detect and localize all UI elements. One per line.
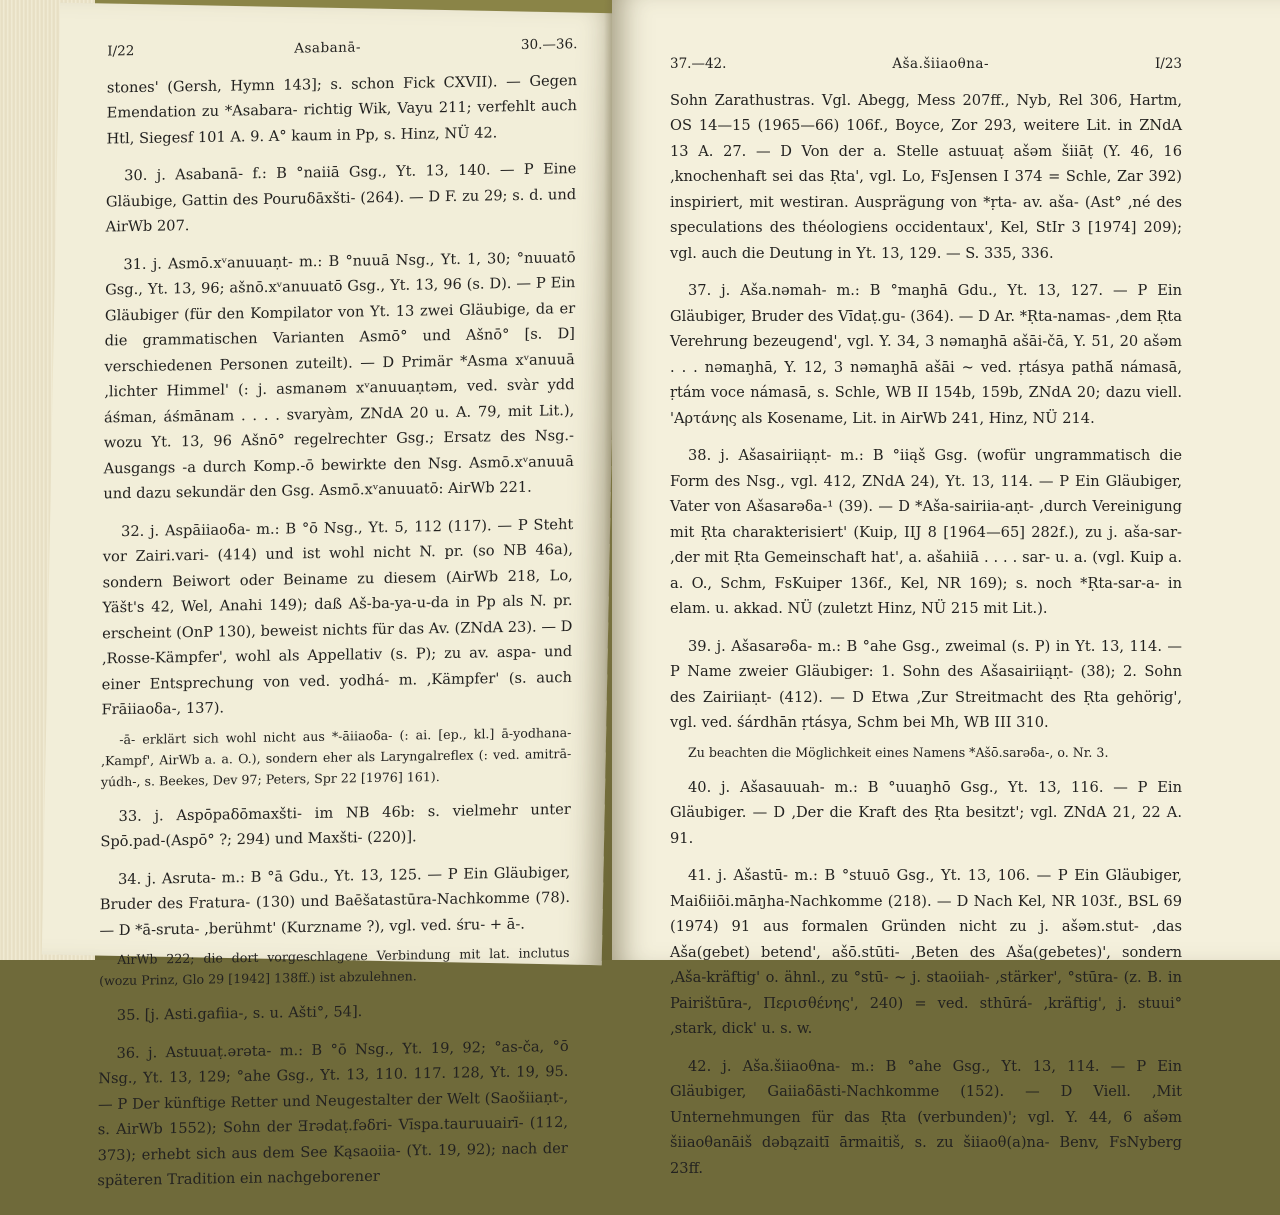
left-page-number: I/22 xyxy=(107,43,135,60)
entry-39: 39. j. Ašasarəδa- m.: B °ahe Gsg., zweimal (s. P) in Yt. 13, 114. — P Name zweier Gläubiger: 1. Sohn des Ašasairiiąṇt- (38); 2. Sohn des Zairiiaṇt- (412). — D Etwa ‚Zur Streitmacht des Ṛta gehörig', vgl. ved. śárdhān ṛtásya, Schm bei Mh, WB III 310. xyxy=(670,637,1182,731)
entry-37: 37. j. Aša.nəmah- m.: B °maŋhā Gdu., Yt. 13, 127. — P Ein Gläubiger, Bruder des Vīdaṭ.gu- (364). — D Ar. *Ṛta-namas- ‚dem Ṛta Verehrung bezeugend', vgl. Y. 34, 3 nəmaŋhā ašāi-čā, Y. 51, 20 ašəm . . . nəmaŋhā, Y. 12, 3 nəmaŋhā ašāi ~ ved. ṛtásya pathā́ námasā, ṛtám voce námasā, s. Schle, WB II 154b, 159b, ZNdA 20; dazu viell. 'Αρτάνης als Kosename, Lit. in AirWb 241, Hinz, NÜ 214. xyxy=(670,282,1182,427)
entry-32: 32. j. Aspāiiaoδa- m.: B °ō Nsg., Yt. 5, 112 (117). — P Steht vor Zairi.vari- (414) und ist wohl nicht N. pr. (so NB 46a), sondern Beiwort oder Beiname zu diesem (AirWb 218, Lo, Yäšt's 42, Wel, Anahi 149); daß Aš-ba-ya-u-da in Pp als N. pr. erscheint (OnP 130), beweist nichts für das Av. (ZNdA 23). — D ‚Rosse-Kämpfer', wohl als Appellativ (s. P); zu av. aspa- und einer Entsprechung von ved. yodhá- m. ‚Kämpfer' (s. auch Frāiiaoδa-, 137). xyxy=(101,515,574,719)
left-running-title: Asabanā- xyxy=(294,39,362,57)
right-page xyxy=(612,0,1280,1177)
right-entry-range: 37.—42. xyxy=(670,56,727,72)
entry-32-note: -ā- erklärt sich wohl nicht aus *-āiiaoδa- (: ai. [ep., kl.] ā-yodhana- ‚Kampf', AirWb a. a. O.), sondern eher als Laryngalreflex (: ved. amitrā-yúdh-, s. Beekes, Dev 97; Peters, Spr 22 [1976] 161). xyxy=(100,724,572,789)
entry-continuation: stones' (Gersh, Hymn 143]; s. schon Fick CXVII). — Gegen Emendation zu *Asabara- richtig Wik, Vayu 211; verfehlt auch Htl, Siegesf 101 A. 9. A° kaum in Pp, s. Hinz, NÜ 42. xyxy=(106,71,578,148)
entry-39-note: Zu beachten die Möglichkeit eines Namens *Ašō.sarəδa-, o. Nr. 3. xyxy=(688,744,1109,760)
entry-34: 34. j. Asruta- m.: B °ā Gdu., Yt. 13, 125. — P Ein Gläubiger, Bruder des Fratura- (130) und Baēšatastūra-Nachkomme (78). — D *ā-sruta- ‚berühmt' (Kurzname ?), vgl. ved. śru- + ā-. xyxy=(99,863,571,939)
entry-40: 40. j. Ašasauuah- m.: B °uuaŋhō Gsg., Yt. 13, 116. — P Ein Gläubiger. — D ‚Der die Kraft des Ṛta besitzt'; vgl. ZNdA 21, 22 A. 91. xyxy=(670,778,1182,847)
right-running-title: Aša.šiiaoθna- xyxy=(892,56,990,72)
entry-36: 36. j. Astuuaṭ.ərəta- m.: B °ō Nsg., Yt. 19, 92; °as-ča, °ō Nsg., Yt. 13, 129; °ahe Gsg., Yt. 13, 110. 117. 128, Yt. 19, 95. — P Der künftige Retter und Neugestalter der Welt (Saošiiaṇt-, s. AirWb 1552); Sohn der Ǝrədaṭ.fəδri- Vīspa.tauruuairī- (112, 373); erhebt sich aus dem See Kąsaoiia- (Yt. 19, 92); nach der späteren Tradition ein nachgeborener xyxy=(97,1037,569,1190)
entry-33: 33. j. Aspōpaδōmaxšti- im NB 46b: s. vielmehr unter Spō.pad-(Aspō° ?; 294) und Maxšti- (220)]. xyxy=(100,800,571,851)
entry-30: 30. j. Asabanā- f.: B °naiiā Gsg., Yt. 13, 140. — P Eine Gläubige, Gattin des Pouruδāxšti- (264). — D F. zu 29; s. d. und AirWb 207. xyxy=(105,160,577,236)
left-page-content xyxy=(97,32,577,1206)
entry-31: 31. j. Asmō.xᵛanuuaṇt- m.: B °nuuā Nsg., Yt. 1, 30; °nuuatō Gsg., Yt. 13, 96; ašnō.xᵛanuuatō Gsg., Yt. 13, 96 (s. D). — P Ein Gläubiger (für den Kompilator von Yt. 13 zwei Gläubige, da er die grammatischen Varianten Asmō° und Ašnō° [s. D] verschiedenen Personen zuteilt). — D Primär *Asma xᵛanuuā ‚lichter Himmel' (: j. asmanəm xᵛanuuaṇtəm, ved. svàr ydd áśman, áśmānam . . . . svaryàm, ZNdA 20 u. A. 79, mit Lit.), wozu Yt. 13, 96 Ašnō° regelrechter Gsg.; Ersatz des Nsg.-Ausgangs -a durch Komp.-ō bewirkte den Nsg. Asmō.xᵛanuuā und dazu sekundär den Gsg. Asmō.xᵛanuuatō: AirWb 221. xyxy=(103,248,576,503)
entry-34-note: AirWb 222; die dort vorgeschlagene Verbindung mit lat. inclutus (wozu Prinz, Glo 29 [1942] 138ff.) ist abzulehnen. xyxy=(99,944,570,989)
left-page xyxy=(42,3,620,1190)
entry-35: 35. [j. Asti.gafiia-, s. u. Ašti°, 54]. xyxy=(116,1003,363,1024)
right-page-number: I/23 xyxy=(1154,56,1182,72)
entry-38: 38. j. Ašasairiiąṇt- m.: B °iiąš Gsg. (wofür ungrammatisch die Form des Nsg., vgl. 412, ZNdA 24), Yt. 13, 114. — P Ein Gläubiger, Vater von Ašasarəδa-¹ (39). — D *Aša-sairiia-aṇt- ‚durch Vereinigung mit Ṛta charakterisiert' (Kuip, IIJ 8 [1964—65] 282f.), zu j. aša-sar- ‚der mit Ṛta Gemeinschaft hat', a. ašahiiā . . . . sar- u. a. (vgl. Kuip a. a. O., Schm, FsKuiper 136f., Kel, NR 169); s. noch *Ṛta-sar-a- in elam. u. akkad. NÜ (zuletzt Hinz, NÜ 215 mit Lit.). xyxy=(670,447,1182,617)
entry-41: 41. j. Ašastū- m.: B °stuuō Gsg., Yt. 13, 106. — P Ein Gläubiger, Maiδiiōi.māŋha-Nachkomme (218). — D Nach Kel, NR 103f., BSL 69 (1974) 91 aus formalen Gründen nicht zu j. ašəm.stut- ‚das Aša(gebet) betend', ašō.stūti- ‚Beten des Aša(gebetes)', sondern ‚Aša-kräftig' o. ähnl., zu °stū- ~ j. staoiiah- ‚stärker', °stūra- (z. B. in Pairištūra-, Περισθένης', 240) = ved. sthūrá- ‚kräftig', j. stuui° ‚stark, dick' u. s. w. xyxy=(670,867,1182,1037)
right-running-head xyxy=(670,52,1182,78)
right-page-content xyxy=(670,52,1182,1193)
left-running-head xyxy=(107,32,577,65)
entry-36-continuation: Sohn Zarathustras. Vgl. Abegg, Mess 207ff., Nyb, Rel 306, Hartm, OS 14—15 (1965—66) 106f., Boyce, Zor 293, weitere Lit. in ZNdA 13 A. 27. — D Von der a. Stelle astuuaṭ ašəm šiiāṭ (Y. 46, 16 ‚knochenhaft sei das Ṛta', vgl. Lo, FsJensen I 374 = Schle, Zar 392) inspiriert, mit westiran. Ausprägung von *ṛta- av. aša- (Ast° ‚né des speculations des théologiens occidentaux', Kel, StIr 3 [1974] 209); vgl. auch die Deutung in Yt. 13, 129. — S. 335, 336. xyxy=(670,91,1182,262)
entry-42: 42. j. Aša.šiiaoθna- m.: B °ahe Gsg., Yt. 13, 114. — P Ein Gläubiger, Gaiiaδāsti-Nachkomme (152). — D Viell. ‚Mit Unternehmungen für das Ṛta (verbunden)'; vgl. Y. 44, 6 ašəm šiiaoθanāiš dəbązaitī ārmaitiš, s. zu šiiaoθ(a)na- Benv, FsNyberg 23ff. xyxy=(670,1057,1182,1177)
left-entry-range: 30.—36. xyxy=(520,36,578,54)
